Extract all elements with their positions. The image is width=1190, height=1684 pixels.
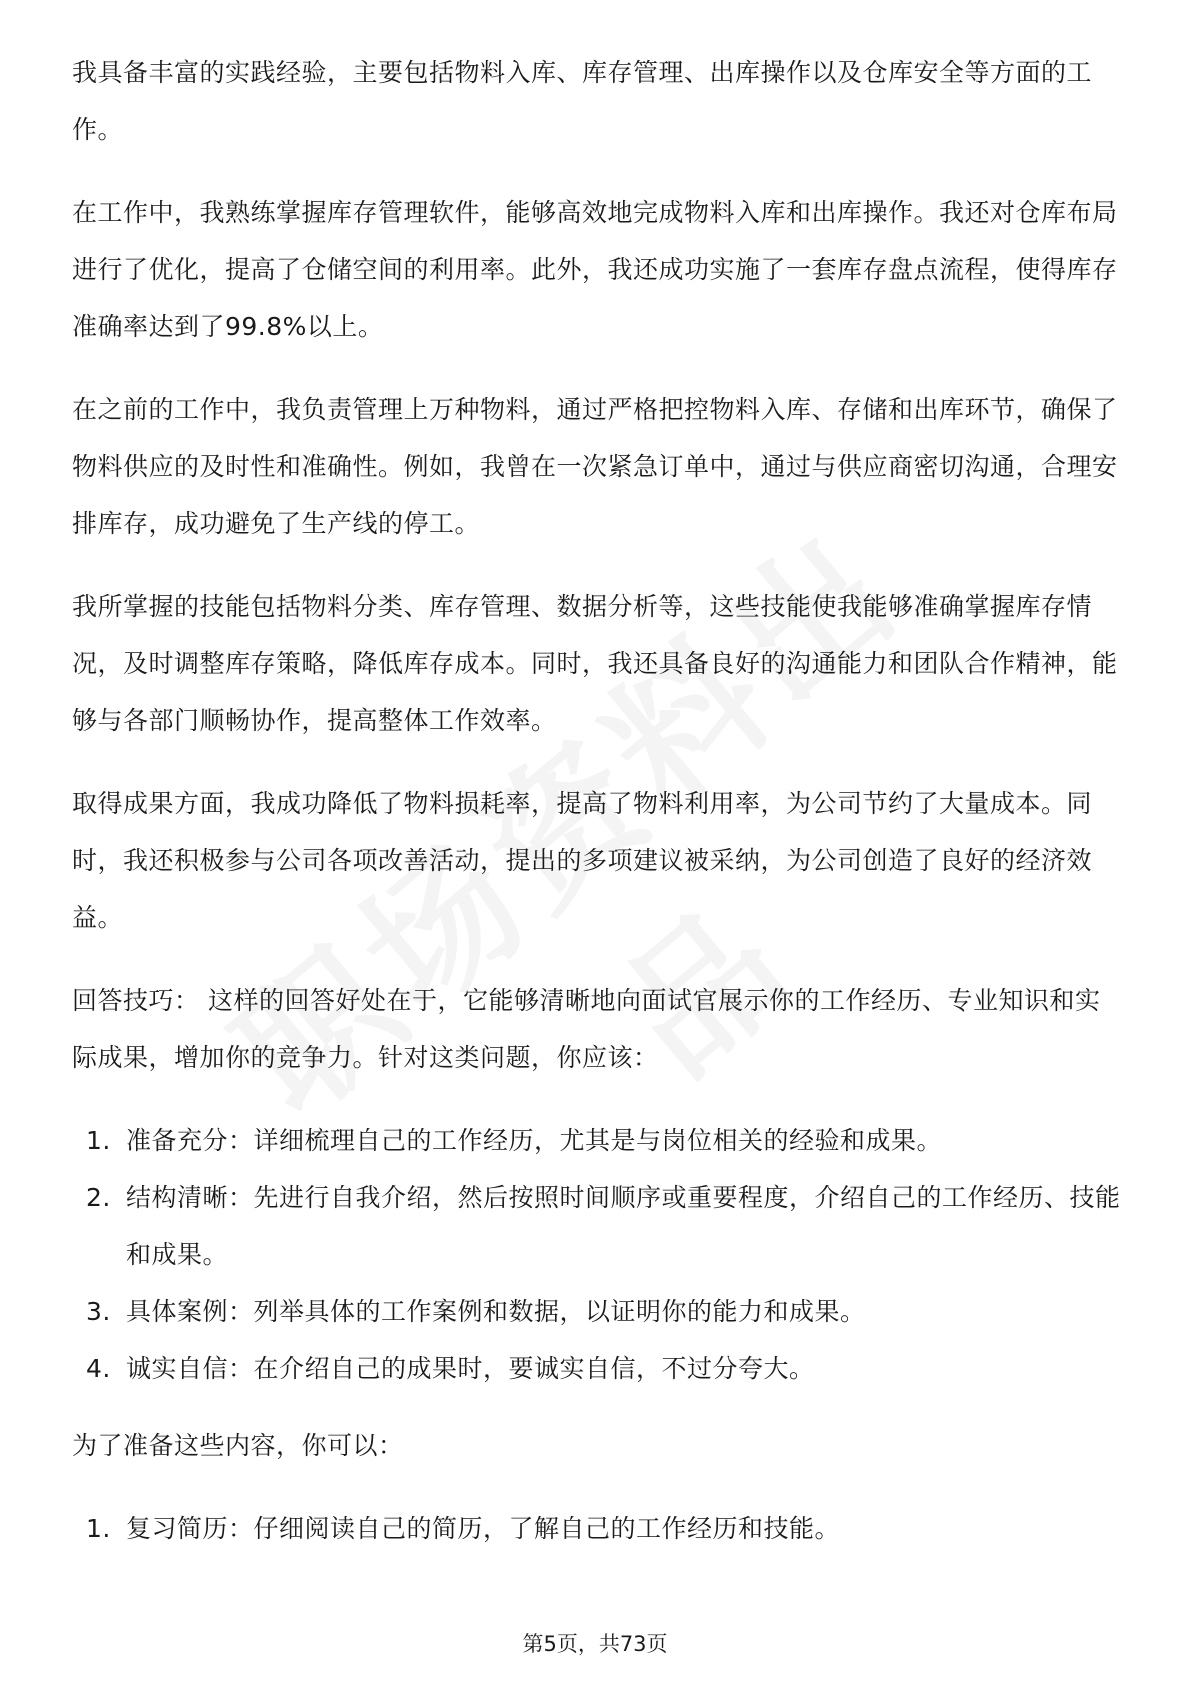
prep-list [72, 1500, 1122, 1557]
list-item [72, 1500, 1122, 1557]
list-item [72, 1112, 1122, 1169]
paragraph-previous-work: 在之前的工作中，我负责管理上万种物料，通过严格把控物料入库、存储和出库环节，确保了物料供应的及时性和准确性。例如，我曾在一次紧急订单中，通过与供应商密切沟通，合理安排库存，成功避免了生产线的停工。 [72, 395, 1118, 538]
tips-list [72, 1112, 1122, 1397]
list-number: 2. [86, 1183, 111, 1212]
paragraph-software: 在工作中，我熟练掌握库存管理软件，能够高效地完成物料入库和出库操作。我还对仓库布局进行了优化，提高了仓储空间的利用率。此外，我还成功实施了一套库存盘点流程，使得库存准确率达到了99.8%以上。 [72, 198, 1118, 341]
list-text: 复习简历：仔细阅读自己的简历，了解自己的工作经历和技能。 [126, 1514, 841, 1543]
paragraph-skills: 我所掌握的技能包括物料分类、库存管理、数据分析等，这些技能使我能够准确掌握库存情况，及时调整库存策略，降低库存成本。同时，我还具备良好的沟通能力和团队合作精神，能够与各部门顺畅协作，提高整体工作效率。 [72, 592, 1118, 735]
list-text: 准备充分：详细梳理自己的工作经历，尤其是与岗位相关的经验和成果。 [126, 1126, 943, 1155]
paragraph-achievements: 取得成果方面，我成功降低了物料损耗率，提高了物料利用率，为公司节约了大量成本。同时，我还积极参与公司各项改善活动，提出的多项建议被采纳，为公司创造了良好的经济效益。 [72, 789, 1093, 932]
list-text: 诚实自信：在介绍自己的成果时，要诚实自信，不过分夸大。 [126, 1354, 815, 1383]
page-footer: 第5页，共73页 [522, 1632, 668, 1656]
page-content [72, 44, 1122, 1577]
paragraph-prep-intro: 为了准备这些内容，你可以： [72, 1431, 404, 1460]
paragraph-answer-tips: 回答技巧： 这样的回答好处在于，它能够清晰地向面试官展示你的工作经历、专业知识和实际成果，增加你的竞争力。针对这类问题，你应该： [72, 986, 1101, 1072]
list-text: 具体案例：列举具体的工作案例和数据，以证明你的能力和成果。 [126, 1297, 866, 1326]
list-number: 1. [86, 1514, 111, 1543]
list-number: 3. [86, 1297, 111, 1326]
list-number: 1. [86, 1126, 111, 1155]
list-item [72, 1283, 1122, 1340]
list-item [72, 1169, 1122, 1283]
list-text: 结构清晰：先进行自我介绍，然后按照时间顺序或重要程度，介绍自己的工作经历、技能和成果。 [126, 1183, 1121, 1269]
paragraph-experience: 我具备丰富的实践经验，主要包括物料入库、库存管理、出库操作以及仓库安全等方面的工作。 [72, 58, 1093, 144]
list-item [72, 1340, 1122, 1397]
list-number: 4. [86, 1354, 111, 1383]
